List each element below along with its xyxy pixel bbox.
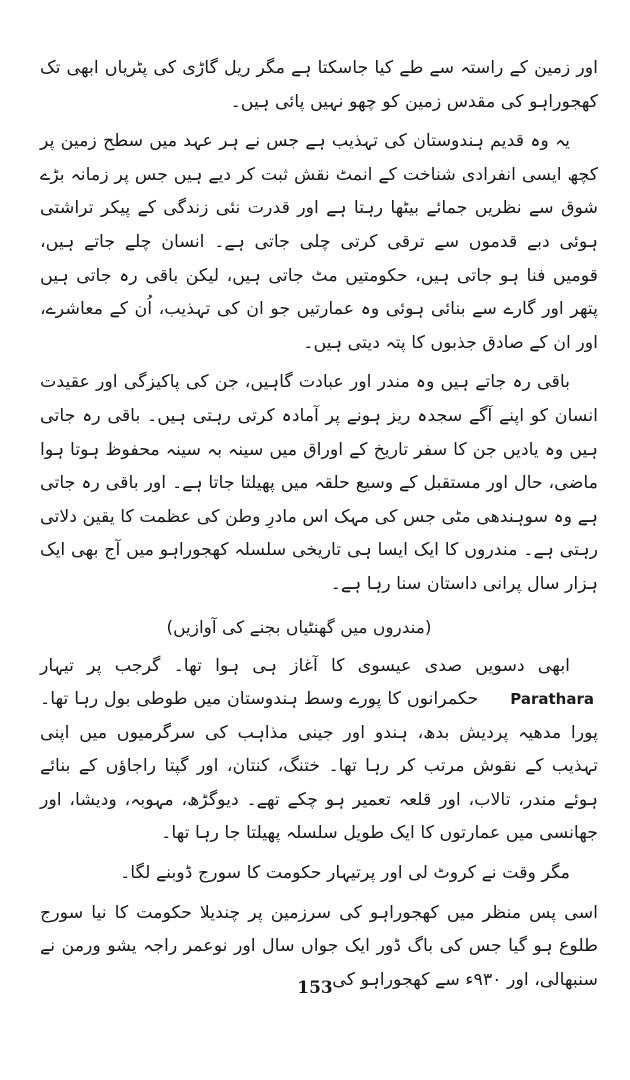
paragraph-6: اسی پس منظر میں کھجوراہو کی سرزمین پر چندیلا حکومت کا نیا سورج طلوع ہو گیا جس کی باگ ڈور ایک جواں سال اور نوعمر راجہ یشو ورمن نے سنبھالی، اور ۹۳۰ء سے کھجوراہو کی	[40, 902, 598, 990]
page-body	[40, 52, 598, 997]
section-heading: (مندروں میں گھنٹیاں بجنے کی آوازیں)	[166, 617, 432, 638]
latin-term: Parathara	[510, 690, 594, 709]
paragraph-5: مگر وقت نے کروٹ لی اور پرتیہار حکومت کا سورج ڈوبنے لگا۔	[120, 863, 570, 884]
paragraph-2: یہ وہ قدیم ہندوستان کی تہذیب ہے جس نے ہر عہد میں سطح زمین پر کچھ ایسی انفرادی شناخت کے انمٹ نقش ثبت کر دیے ہیں جس پر زمانہ بڑے شوق سے نظریں جمائے بیٹھا رہتا ہے اور قدرت نئی زندگی کے پیکر تراشتی ہوئی دبے قدموں سے ترقی کرتی چلی جاتی ہے۔ انسان چلے جاتے ہیں، قومیں فنا ہو جاتی ہیں، حکومتیں مٹ جاتی ہیں، لیکن باقی رہ جاتی ہیں پتھر اور گارے سے بنائی ہوئی وہ عمارتیں جو ان کی تہذیب، اُن کے معاشرے، اور ان کے صادق جذبوں کا پتہ دیتی ہیں۔	[40, 131, 598, 353]
paragraph-4-start: ابھی دسویں صدی عیسوی کا آغاز ہی ہوا تھا۔ گرجب پر تیہار	[40, 655, 570, 676]
paragraph-1: اور زمین کے راستہ سے طے کیا جاسکتا ہے مگر ریل گاڑی کی پٹریاں ابھی تک کھجوراہو کی مقدس زمین کو چھو نہیں پائی ہیں۔	[40, 58, 598, 112]
paragraph-3: باقی رہ جاتے ہیں وہ مندر اور عبادت گاہیں، جن کی پاکیزگی اور عقیدت انسان کو اپنے آگے سجدہ ریز ہونے پر آمادہ کرتی رہتی ہیں۔ باقی رہ جاتی ہیں وہ یادیں جن کا سفر تاریخ کے اوراق میں سینہ بہ سینہ محفوظ ہوتا ہوا ماضی، حال اور مستقبل کے وسیع حلقہ میں پھیلتا جاتا ہے۔ اور باقی رہ جاتی ہے وہ سوہندھی مٹی جس کی مہک اس مادرِ وطن کی عظمت کا یقین دلاتی رہتی ہے۔ مندروں کا ایک ایسا ہی تاریخی سلسلہ کھجوراہو میں آج بھی ایک ہزار سال پرانی داستان سنا رہا ہے۔	[40, 372, 598, 594]
page-number: 153	[297, 978, 333, 998]
paragraph-4	[40, 650, 598, 852]
paragraph-4-rest: حکمرانوں کا پورے وسط ہندوستان میں طوطی بول رہا تھا۔ پورا مدھیہ پردیش بدھ، ہندو اور جینی مذاہب کی سرگرمیوں میں اپنی تہذیب کے نقوش مرتب کر رہا تھا۔ ختنگ، کنتان، اور گپتا راجاؤں کے بنائے ہوئے مندر، تالاب، اور قلعہ تعمیر ہو چکے تھے۔ دیوگڑھ، مہوبہ، ودیشا، اور جھانسی میں عمارتوں کا ایک طویل سلسلہ پھیلتا جا رہا تھا۔	[40, 689, 598, 844]
